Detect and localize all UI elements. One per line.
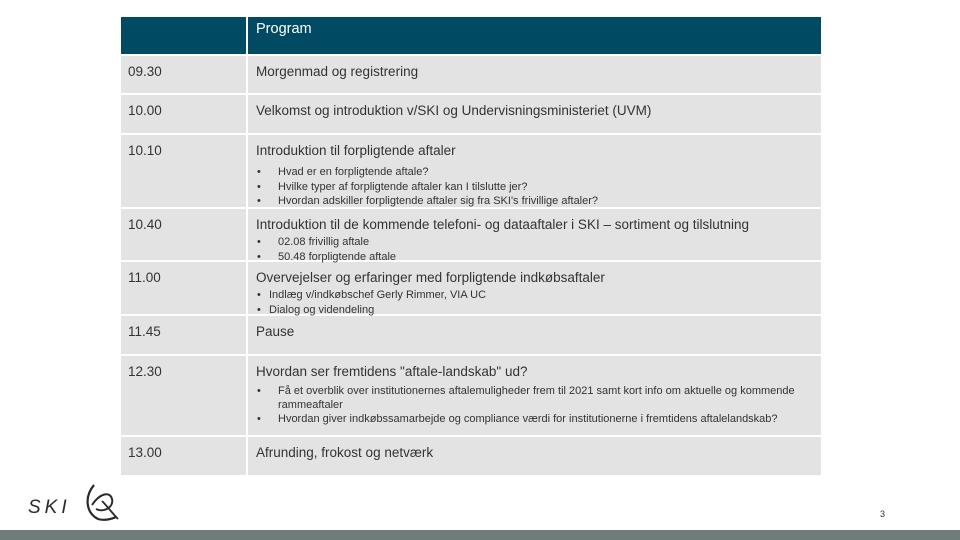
ski-logo — [28, 483, 120, 523]
row-content — [248, 135, 821, 207]
logo-text: SKI — [28, 497, 71, 518]
bullet-item: • Dialog og videndeling — [256, 303, 813, 318]
row-time: 10.40 — [121, 209, 246, 260]
row-time: 11.45 — [121, 316, 246, 354]
table-header — [121, 17, 821, 54]
row-content — [248, 356, 821, 435]
bullet-item: • 50.48 forpligtende aftale — [256, 250, 813, 265]
bullet-item: • Hvilke typer af forpligtende aftaler kan I tilslutte jer? — [256, 180, 813, 195]
row-time: 12.30 — [121, 356, 246, 435]
row-time: 10.00 — [121, 95, 246, 133]
table-row — [121, 262, 821, 314]
row-title: Introduktion til de kommende telefoni- og dataaftaler i SKI – sortiment og tilslutning — [256, 217, 750, 232]
table-row — [121, 316, 821, 354]
row-title: Pause — [248, 316, 821, 354]
table-row — [121, 437, 821, 475]
row-time: 11.00 — [121, 262, 246, 314]
row-title: Hvordan ser fremtidens "aftale-landskab" ud? — [256, 364, 528, 379]
bullet-item: • Hvad er en forpligtende aftale? — [256, 165, 813, 180]
row-time: 13.00 — [121, 437, 246, 475]
row-content — [248, 209, 821, 263]
bullet-item: • Få et overblik over institutionernes aftalemuligheder frem til 2021 samt kort info om aktuelle og kommende rammeaftaler — [256, 384, 813, 412]
table-row — [121, 209, 821, 263]
row-title: Velkomst og introduktion v/SKI og Undervisningsministeriet (UVM) — [248, 95, 821, 133]
bullet-list — [256, 235, 813, 264]
bullet-list — [256, 288, 813, 317]
table-row — [121, 135, 821, 207]
logo-swirl-icon — [82, 483, 122, 523]
footer-bar — [0, 530, 960, 540]
header-time-cell — [121, 17, 246, 54]
row-time: 09.30 — [121, 56, 246, 93]
table-row — [121, 356, 821, 435]
row-title: Introduktion til forpligtende aftaler — [256, 143, 456, 158]
bullet-item: • Indlæg v/indkøbschef Gerly Rimmer, VIA UC — [256, 288, 813, 303]
bullet-list — [256, 384, 813, 426]
table-row — [121, 95, 821, 133]
row-title: Afrunding, frokost og netværk — [248, 437, 821, 475]
bullet-list — [256, 165, 813, 209]
row-title: Morgenmad og registrering — [248, 56, 821, 93]
header-title: Program — [248, 17, 821, 54]
bullet-item: • 02.08 frivillig aftale — [256, 235, 813, 250]
table-row — [121, 56, 821, 93]
row-title: Overvejelser og erfaringer med forpligtende indkøbsaftaler — [256, 270, 605, 285]
page-number: 3 — [880, 509, 886, 519]
row-time: 10.10 — [121, 135, 246, 207]
bullet-item: • Hvordan giver indkøbssamarbejde og compliance værdi for institutionerne i fremtidens aftalelandskab? — [256, 412, 813, 426]
program-table — [121, 17, 821, 477]
bullet-item: • Hvordan adskiller forpligtende aftaler sig fra SKI's frivillige aftaler? — [256, 194, 813, 209]
row-content — [248, 262, 821, 314]
